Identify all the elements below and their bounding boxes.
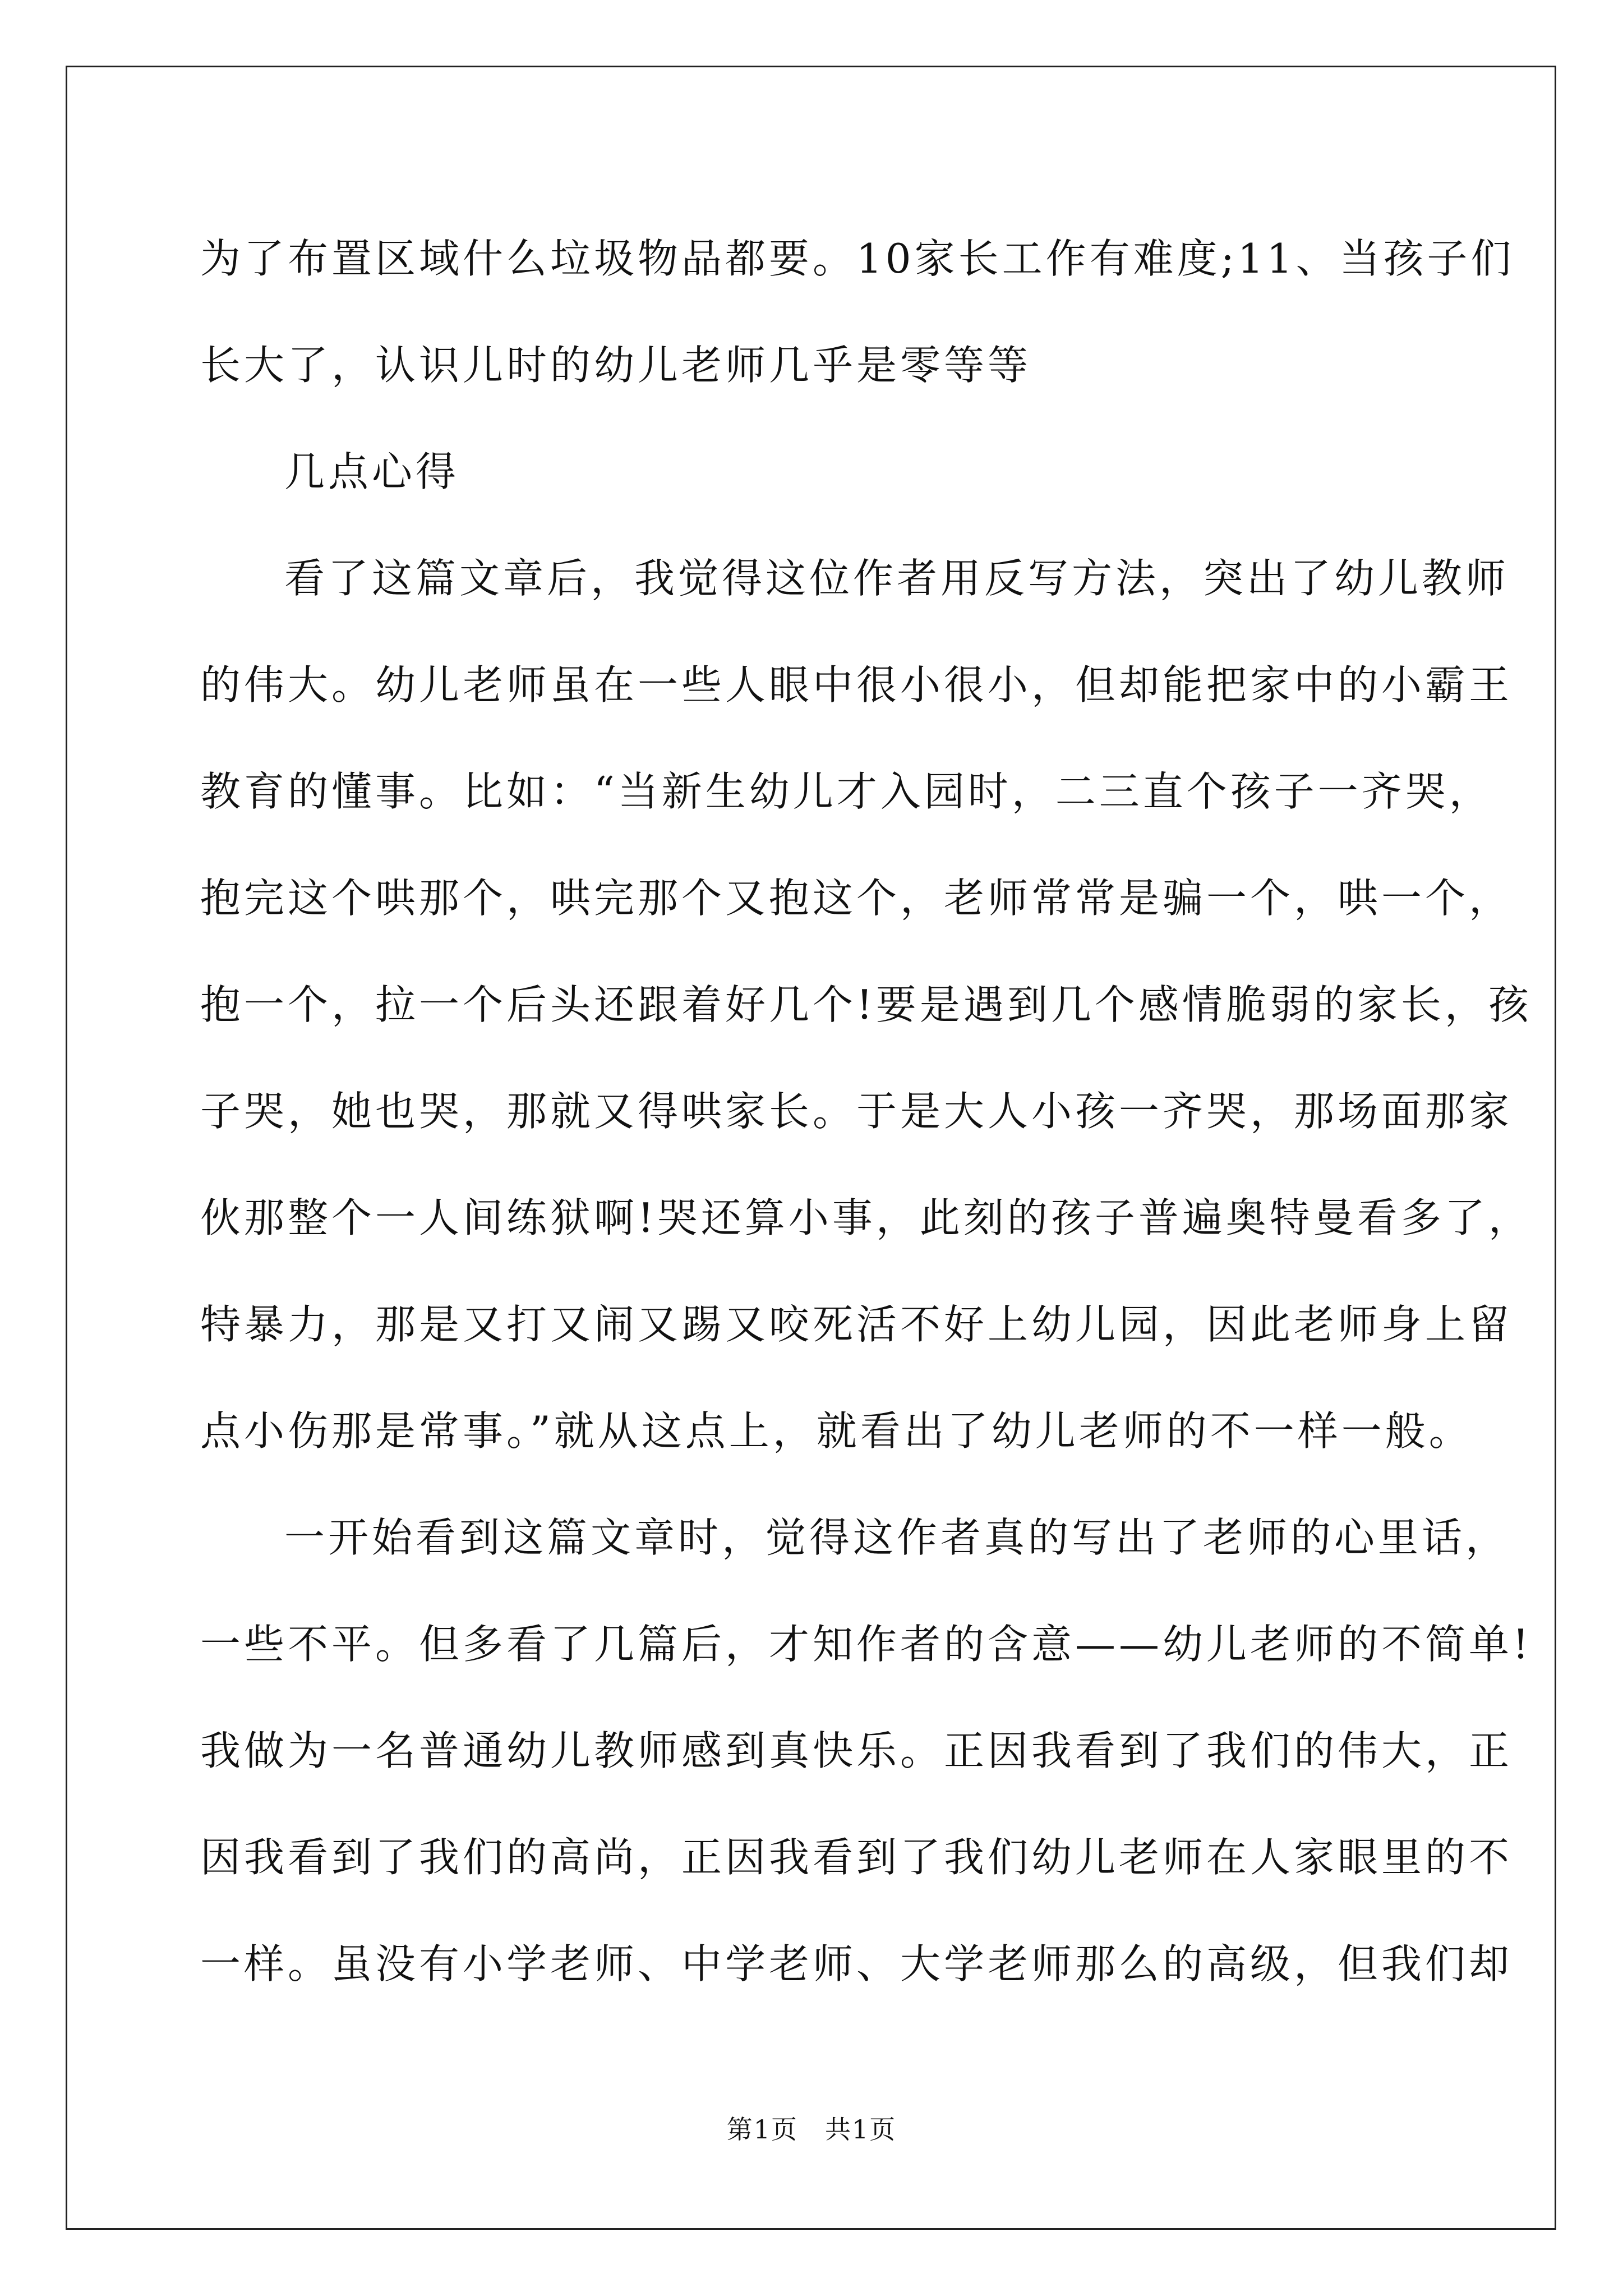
text-line: 长大了，认识儿时的幼儿老师几乎是零等等	[200, 342, 1032, 389]
text-line: 教育的懂事。比如：“当新生幼儿才入园时，二三直个孩子一齐哭，	[200, 768, 1493, 815]
text-line: 的伟大。幼儿老师虽在一些人眼中很小很小，但却能把家中的小霸王	[200, 661, 1513, 708]
text-line: 子哭，她也哭，那就又得哄家长。于是大人小孩一齐哭，那场面那家	[200, 1088, 1513, 1135]
text-line: 一开始看到这篇文章时，觉得这作者真的写出了老师的心里话，	[284, 1514, 1510, 1561]
text-line: 为了布置区域什么垃圾物品都要。10家长工作有难度;11、当孩子们	[200, 235, 1515, 282]
text-line: 抱完这个哄那个，哄完那个又抱这个，老师常常是骗一个，哄一个，	[200, 875, 1513, 922]
text-line: 伙那整个一人间练狱啊!哭还算小事，此刻的孩子普遍奥特曼看多了，	[200, 1194, 1532, 1241]
text-line: 几点心得	[284, 448, 460, 495]
paragraph	[200, 205, 1515, 418]
text-line: 特暴力，那是又打又闹又踢又咬死活不好上幼儿园，因此老师身上留	[200, 1301, 1513, 1348]
text-line: 一些不平。但多看了几篇后，才知作者的含意——幼儿老师的不简单!	[200, 1621, 1532, 1668]
section-heading	[200, 418, 1445, 525]
text-line: 抱一个，拉一个后头还跟着好几个!要是遇到几个感情脆弱的家长，孩	[200, 981, 1532, 1028]
document-body	[200, 205, 1532, 2017]
text-line: 因我看到了我们的高尚，正因我看到了我们幼儿老师在人家眼里的不	[200, 1834, 1513, 1881]
paragraph	[200, 1484, 1532, 2017]
text-line: 看了这篇文章后，我觉得这位作者用反写方法，突出了幼儿教师	[284, 555, 1510, 602]
paragraph	[200, 525, 1532, 1484]
text-line: 点小伤那是常事。”就从这点上，就看出了幼儿老师的不一样一般。	[200, 1407, 1473, 1455]
page-number-footer: 第1页 共1页	[726, 2114, 897, 2145]
text-line: 一样。虽没有小学老师、中学老师、大学老师那么的高级，但我们却	[200, 1940, 1513, 1987]
text-line: 我做为一名普通幼儿教师感到真快乐。正因我看到了我们的伟大，正	[200, 1727, 1513, 1774]
